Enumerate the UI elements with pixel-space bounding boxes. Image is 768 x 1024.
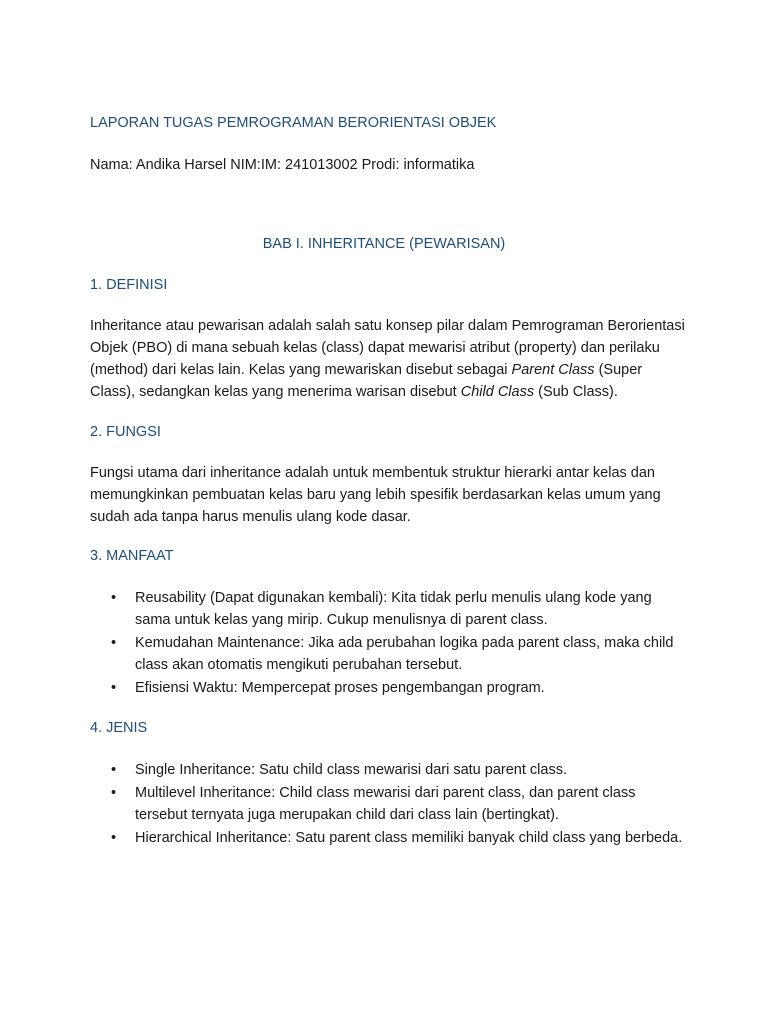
heading-manfaat: 3. MANFAAT [90,548,174,564]
list-item: • Single Inheritance: Satu child class mewarisi dari satu parent class. [90,759,690,781]
bullet-icon: • [111,785,117,801]
bullet-icon: • [111,830,117,846]
list-item: • Hierarchical Inheritance: Satu parent class memiliki banyak child class yang berbeda. [90,827,690,849]
chapter-title: BAB I. INHERITANCE (PEWARISAN) [262,236,506,252]
list-item: • Reusability (Dapat digunakan kembali): Kita tidak perlu menulis ulang kode yang sama untuk kelas yang mirip. Cukup menulisnya di parent class. [90,587,690,631]
definisi-text-2: (Super Class), sedangkan kelas yang menerima warisan disebut [90,362,643,400]
child-class-term: Child Class [460,384,535,400]
bullet-icon: • [111,762,117,778]
heading-jenis: 4. JENIS [90,720,148,736]
list-jenis [90,759,690,850]
list-item: • Multilevel Inheritance: Child class mewarisi dari parent class, dan parent class tersebut ternyata juga merupakan child dari class lain (bertingkat). [90,782,690,826]
bullet-icon: • [111,590,117,606]
definisi-text-3: (Sub Class). [534,384,618,400]
bullet-icon: • [111,635,117,651]
heading-definisi: 1. DEFINISI [90,277,168,293]
student-info: Nama: Andika Harsel NIM:IM: 241013002 Prodi: informatika [90,157,475,173]
list-item: • Kemudahan Maintenance: Jika ada perubahan logika pada parent class, maka child class akan otomatis mengikuti perubahan tersebut. [90,632,690,676]
report-title: LAPORAN TUGAS PEMROGRAMAN BERORIENTASI OBJEK [90,115,497,131]
list-item: • Efisiensi Waktu: Mempercepat proses pengembangan program. [90,677,690,699]
paragraph-fungsi: Fungsi utama dari inheritance adalah untuk membentuk struktur hierarki antar kelas dan memungkinkan pembuatan kelas baru yang lebih spesifik berdasarkan kelas umum yang sudah ada tanpa harus menulis ulang kode dasar. [90,465,661,525]
bullet-icon: • [111,680,117,696]
parent-class-term: Parent Class [511,362,595,378]
heading-fungsi: 2. FUNGSI [90,424,161,440]
definisi-text-1: Inheritance atau pewarisan adalah salah satu konsep pilar dalam Pemrograman Berorientasi Objek (PBO) di mana sebuah kelas (class) dapat mewarisi atribut (property) dan perilaku (method) dari kelas lain. Kelas yang mewariskan disebut sebagai [90,318,685,378]
list-manfaat [90,587,690,700]
paragraph-definisi [90,315,690,403]
